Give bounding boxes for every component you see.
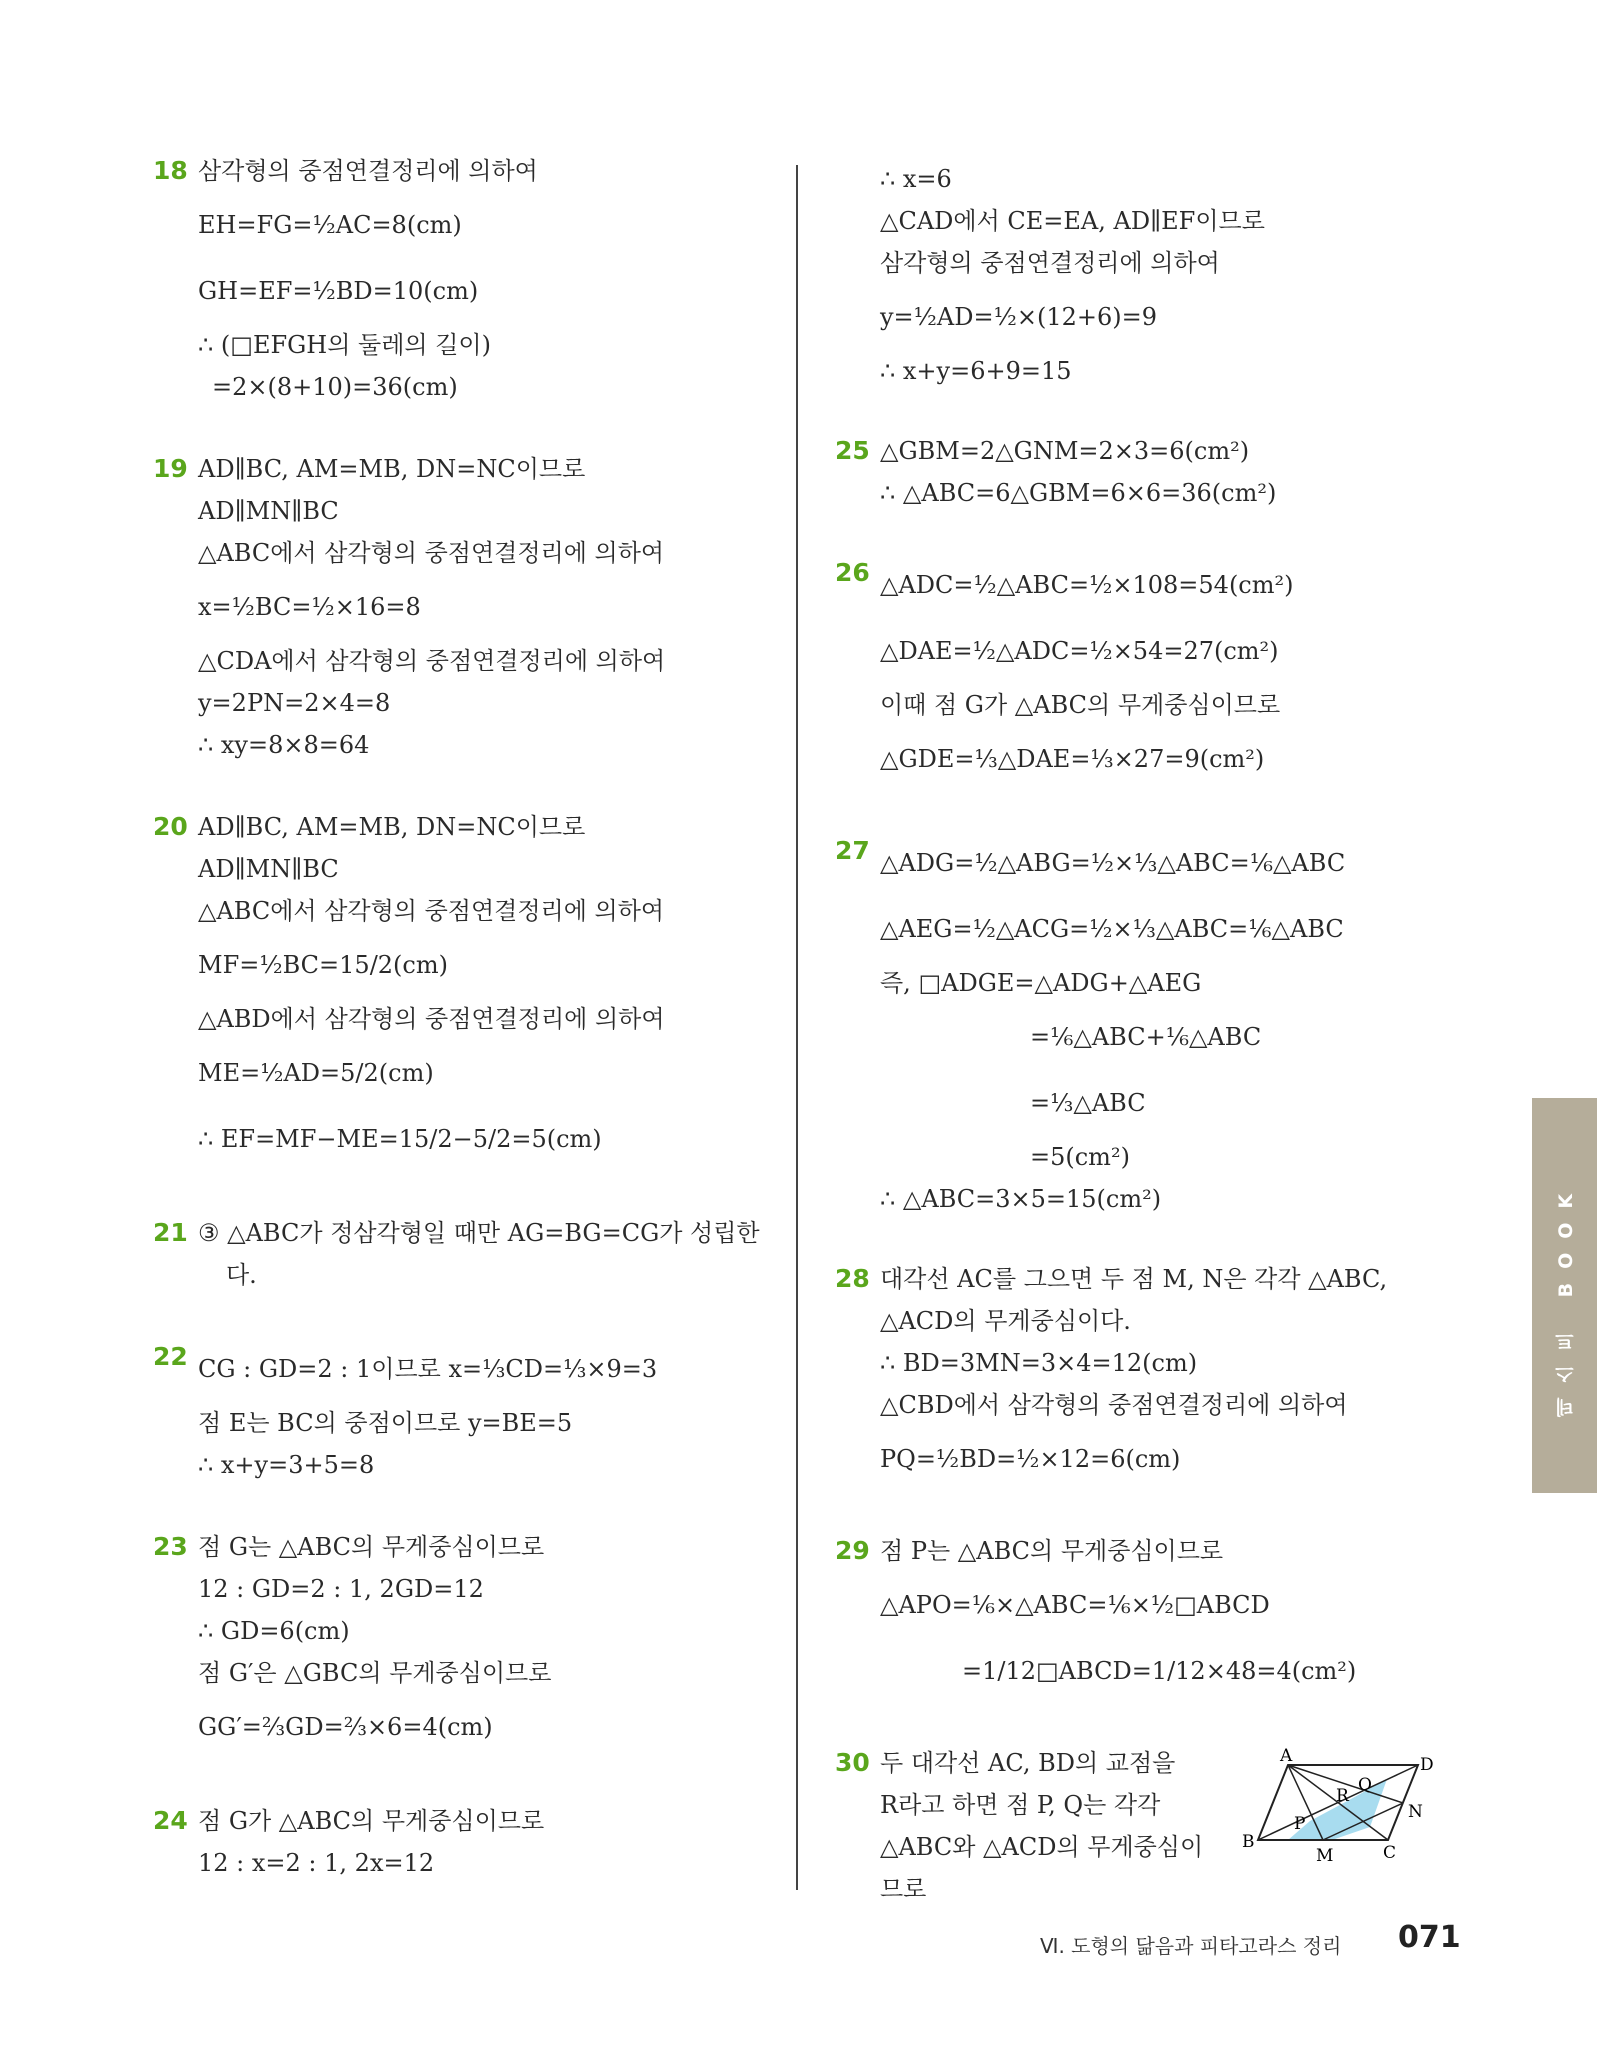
- solution-line: 12 : x=2 : 1, 2x=12: [198, 1849, 435, 1877]
- label-n: N: [1408, 1802, 1423, 1822]
- problem-number: 28: [835, 1264, 870, 1293]
- solution-line: ③ △ABC가 정삼각형일 때만 AG=BG=CG가 성립한: [198, 1219, 760, 1247]
- solution-line-continued: 다.: [226, 1261, 257, 1289]
- right-column: [832, 158, 1472, 1910]
- solution-line: △ADC=½△ABC=½×108=54(cm²): [880, 571, 1294, 599]
- problem-number: 29: [835, 1536, 870, 1565]
- solution-line: ∴ (□EFGH의 둘레의 길이): [198, 331, 491, 359]
- footer-chapter-title: Ⅵ. 도형의 닮음과 피타고라스 정리: [1040, 1934, 1342, 1958]
- left-column: [150, 150, 790, 1884]
- problem-20: [150, 806, 790, 1172]
- label-m: M: [1316, 1846, 1334, 1865]
- solution-line: 삼각형의 중점연결정리에 의하여: [198, 157, 538, 185]
- solution-line: 점 E는 BC의 중점이므로 y=BE=5: [198, 1409, 573, 1437]
- solution-line: 즉, □ADGE=△ADG+△AEG: [880, 969, 1202, 997]
- solution-line: 점 P는 △ABC의 무게중심이므로: [880, 1537, 1224, 1565]
- label-d: D: [1420, 1755, 1434, 1775]
- solution-line: ∴ △ABC=6△GBM=6×6=36(cm²): [880, 479, 1277, 507]
- solution-line: EH=FG=½AC=8(cm): [198, 211, 462, 239]
- problem-number: 30: [835, 1748, 870, 1777]
- problem-number: 19: [153, 454, 188, 483]
- problem-24: [150, 1800, 790, 1884]
- solution-line: △APO=⅙×△ABC=⅙×½□ABCD: [880, 1591, 1270, 1619]
- solution-line: GH=EF=½BD=10(cm): [198, 277, 479, 305]
- problem-28: [832, 1258, 1472, 1492]
- column-divider: [796, 165, 798, 1890]
- solution-line: ∴ xy=8×8=64: [198, 731, 370, 759]
- solution-line: AD∥BC, AM=MB, DN=NC이므로: [198, 455, 586, 483]
- problem-18: [150, 150, 790, 408]
- solution-line: R라고 하면 점 P, Q는 각각: [880, 1791, 1161, 1819]
- problem-27: [832, 830, 1472, 1220]
- solution-line: △ABC와 △ACD의 무게중심이: [880, 1833, 1204, 1861]
- solution-line: △ADG=½△ABG=½×⅓△ABC=⅙△ABC: [880, 849, 1346, 877]
- solution-line: ∴ EF=MF−ME=15/2−5/2=5(cm): [198, 1125, 602, 1153]
- solution-line: PQ=½BD=½×12=6(cm): [880, 1445, 1181, 1473]
- solution-line: △ABC에서 삼각형의 중점연결정리에 의하여: [198, 539, 665, 567]
- solution-line: AD∥MN∥BC: [198, 497, 339, 525]
- solution-line: △CBD에서 삼각형의 중점연결정리에 의하여: [880, 1391, 1348, 1419]
- solution-line: y=½AD=½×(12+6)=9: [880, 303, 1158, 331]
- solution-line: GG′=⅔GD=⅔×6=4(cm): [198, 1713, 493, 1741]
- solution-line: ME=½AD=5/2(cm): [198, 1059, 434, 1087]
- solution-line: △CAD에서 CE=EA, AD∥EF이므로: [880, 207, 1265, 235]
- label-c: C: [1383, 1843, 1397, 1863]
- problem-number: 25: [835, 436, 870, 465]
- solution-line: △CDA에서 삼각형의 중점연결정리에 의하여: [198, 647, 666, 675]
- solution-line: ∴ △ABC=3×5=15(cm²): [880, 1185, 1162, 1213]
- problem-23: [150, 1526, 790, 1760]
- problem-number: 23: [153, 1532, 188, 1561]
- solution-line: △AEG=½△ACG=½×⅓△ABC=⅙△ABC: [880, 915, 1344, 943]
- problem-number: 18: [153, 156, 188, 185]
- solution-line: ∴ x=6: [880, 165, 952, 193]
- solution-line: 두 대각선 AC, BD의 교점을: [880, 1749, 1176, 1777]
- label-r: R: [1336, 1786, 1349, 1806]
- solution-line: 점 G가 △ABC의 무게중심이므로: [198, 1807, 545, 1835]
- problem-continued: [832, 158, 1472, 392]
- solution-line: ∴ x+y=3+5=8: [198, 1451, 375, 1479]
- problem-number: 26: [835, 558, 870, 587]
- problem-26: [832, 552, 1472, 792]
- problem-22: [150, 1336, 790, 1486]
- solution-line: △DAE=½△ADC=½×54=27(cm²): [880, 637, 1279, 665]
- solution-line: =⅙△ABC+⅙△ABC: [1030, 1023, 1262, 1051]
- solution-line: ∴ BD=3MN=3×4=12(cm): [880, 1349, 1198, 1377]
- problem-number: 20: [153, 812, 188, 841]
- solution-line: 대각선 AC를 그으면 두 점 M, N은 각각 △ABC,: [880, 1265, 1388, 1293]
- problem-19: [150, 448, 790, 766]
- label-q: Q: [1358, 1775, 1372, 1795]
- solution-line: △ACD의 무게중심이다.: [880, 1307, 1131, 1335]
- solution-line: ∴ GD=6(cm): [198, 1617, 350, 1645]
- solution-line: CG : GD=2 : 1이므로 x=⅓CD=⅓×9=3: [198, 1355, 658, 1383]
- problem-25: [832, 430, 1472, 514]
- solution-line: 12 : GD=2 : 1, 2GD=12: [198, 1575, 484, 1603]
- solution-line: AD∥MN∥BC: [198, 855, 339, 883]
- solution-line: MF=½BC=15/2(cm): [198, 951, 448, 979]
- solution-line: △ABD에서 삼각형의 중점연결정리에 의하여: [198, 1005, 665, 1033]
- page-number: 071: [1398, 1920, 1461, 1955]
- solution-line: x=½BC=½×16=8: [198, 593, 421, 621]
- solution-line: y=2PN=2×4=8: [198, 689, 391, 717]
- solution-line: 삼각형의 중점연결정리에 의하여: [880, 249, 1220, 277]
- problem-number: 27: [835, 836, 870, 865]
- problem-number: 21: [153, 1218, 188, 1247]
- solution-line: 점 G는 △ABC의 무게중심이므로: [198, 1533, 545, 1561]
- solution-line: ∴ x+y=6+9=15: [880, 357, 1072, 385]
- side-tab: [1532, 1098, 1597, 1493]
- parallelogram-figure: [1240, 1745, 1440, 1865]
- problem-number: 24: [153, 1806, 188, 1835]
- solution-line: =5(cm²): [1030, 1143, 1130, 1171]
- solution-line: =2×(8+10)=36(cm): [212, 373, 458, 401]
- solution-line: 므로: [880, 1875, 927, 1903]
- label-a: A: [1280, 1746, 1293, 1766]
- problem-number: 22: [153, 1342, 188, 1371]
- side-tab-label: 테스트 BOOK: [1555, 1179, 1577, 1417]
- label-b: B: [1242, 1832, 1255, 1852]
- solution-line: =1/12□ABCD=1/12×48=4(cm²): [962, 1657, 1357, 1685]
- problem-29: [832, 1530, 1472, 1704]
- label-p: P: [1294, 1814, 1306, 1834]
- problem-21: [150, 1212, 790, 1296]
- solution-line: △ABC에서 삼각형의 중점연결정리에 의하여: [198, 897, 665, 925]
- solution-line: 이때 점 G가 △ABC의 무게중심이므로: [880, 691, 1281, 719]
- solution-line: △GBM=2△GNM=2×3=6(cm²): [880, 437, 1250, 465]
- solution-line: 점 G′은 △GBC의 무게중심이므로: [198, 1659, 552, 1687]
- solution-line: =⅓△ABC: [1030, 1089, 1146, 1117]
- solution-line: △GDE=⅓△DAE=⅓×27=9(cm²): [880, 745, 1265, 773]
- solution-line: AD∥BC, AM=MB, DN=NC이므로: [198, 813, 586, 841]
